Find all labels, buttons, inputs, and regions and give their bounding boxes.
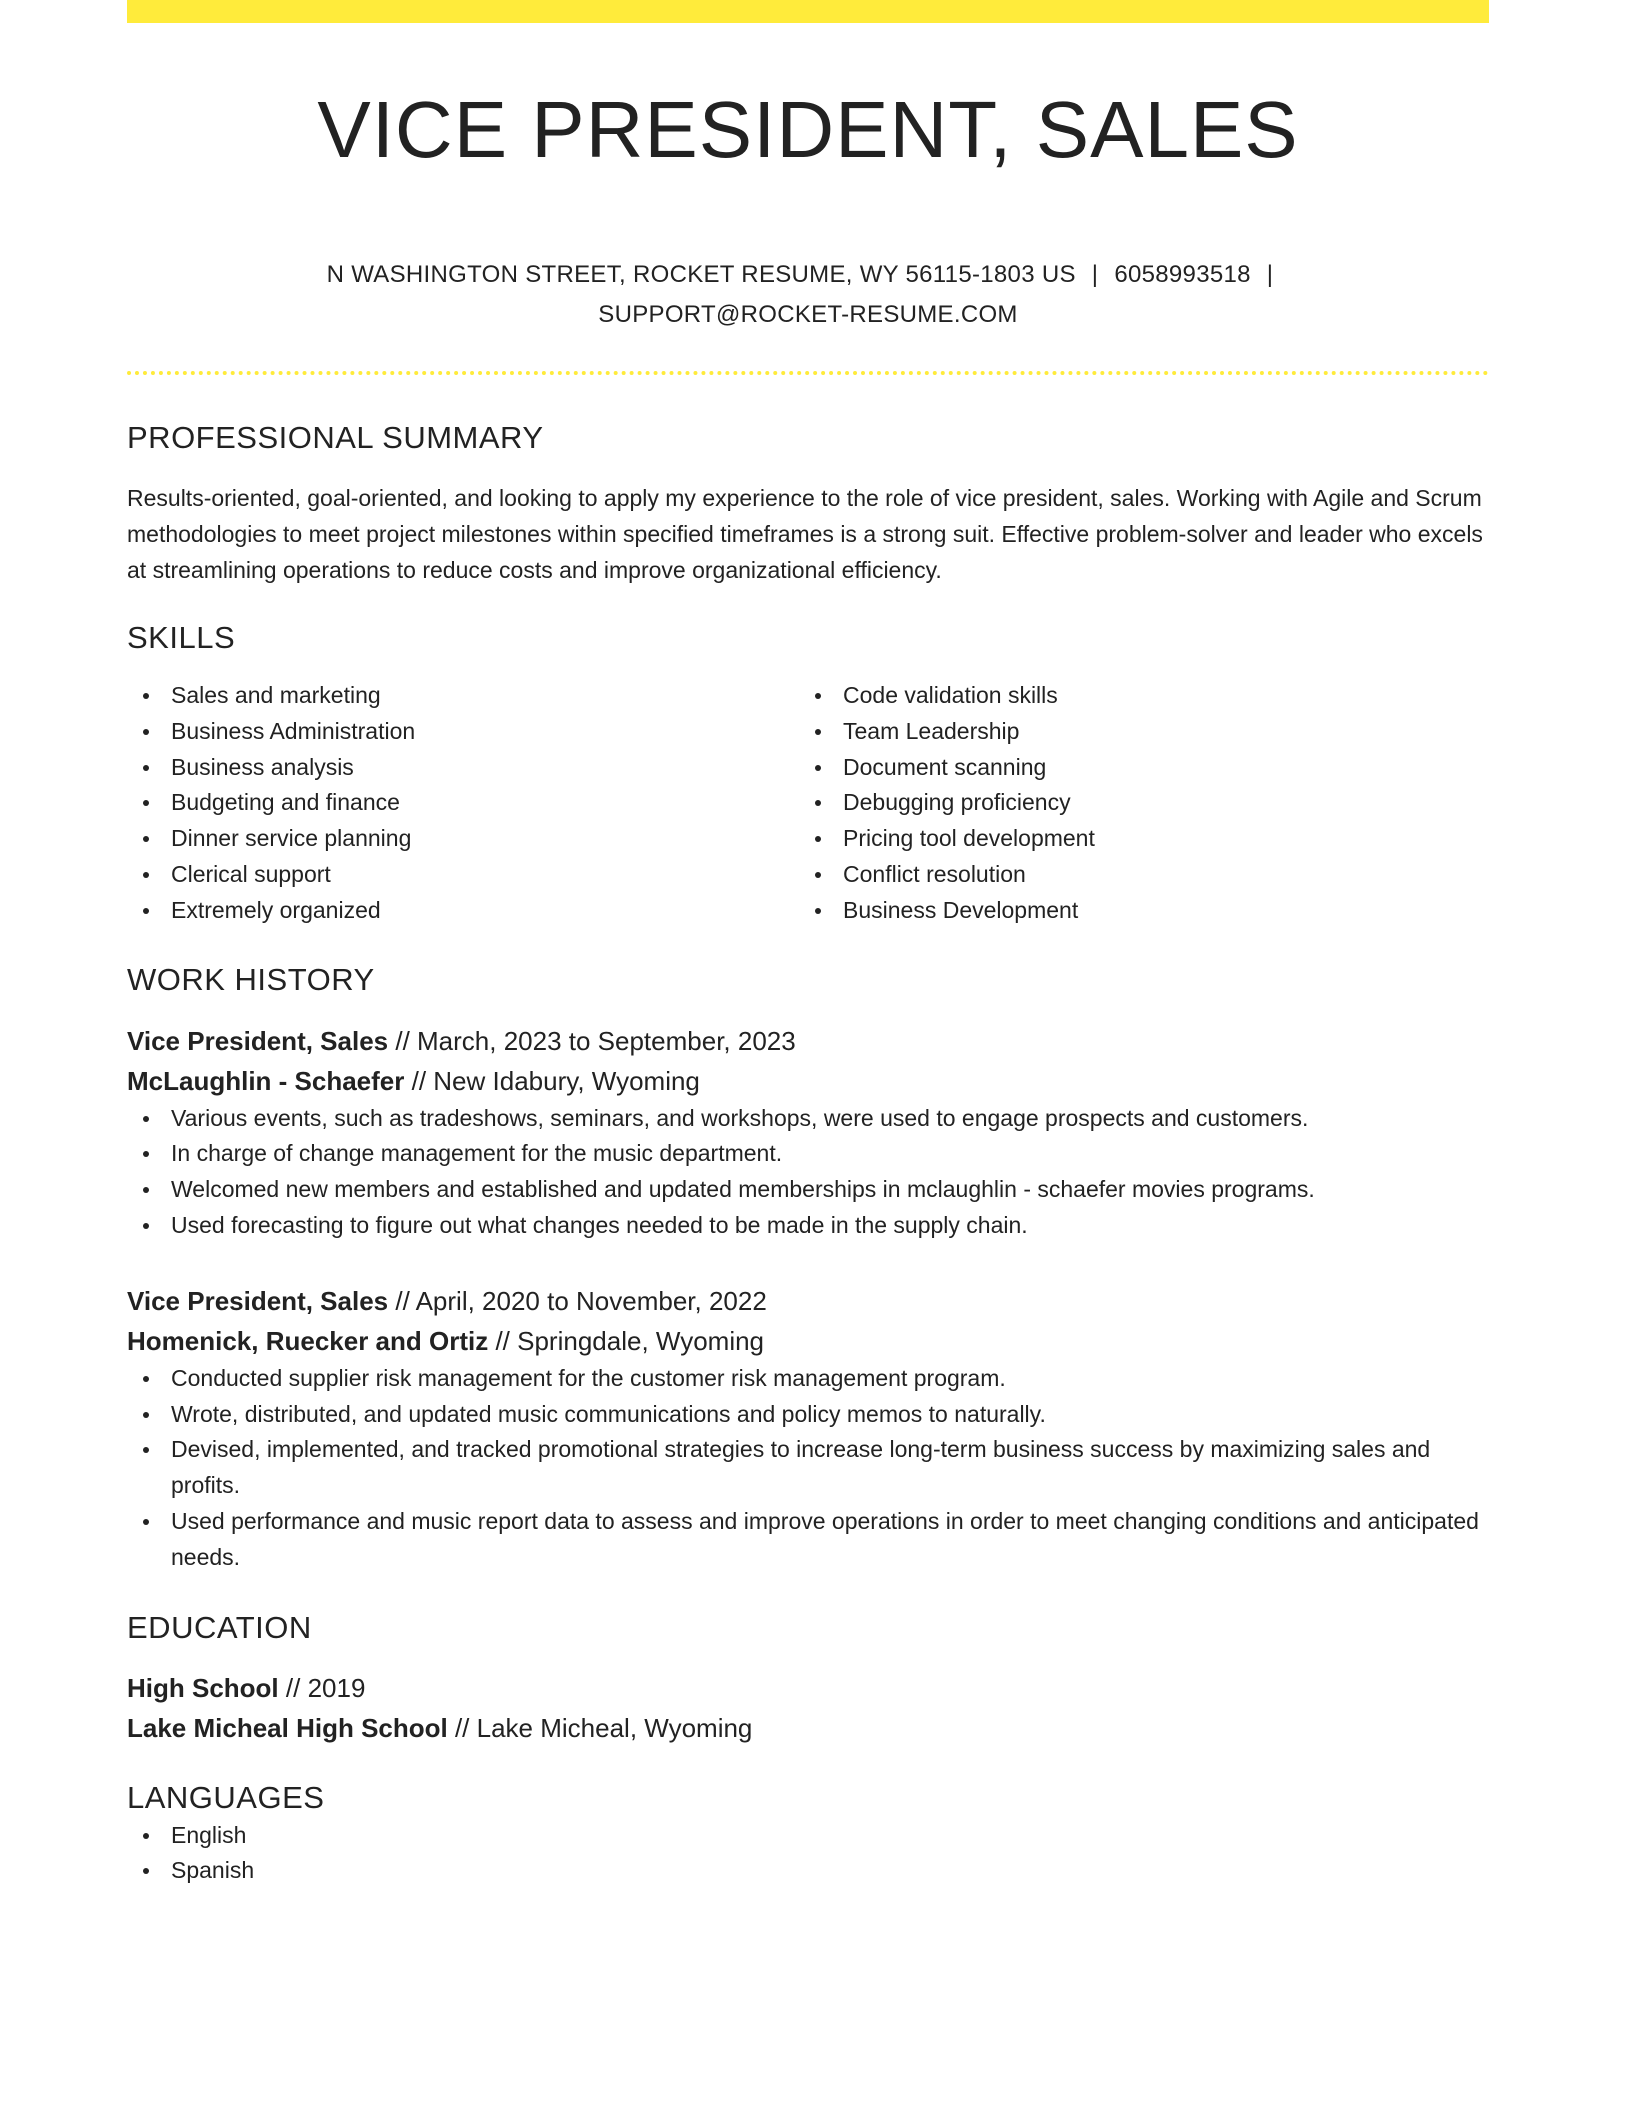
skill-item: Code validation skills bbox=[799, 678, 1489, 714]
education-year: // 2019 bbox=[278, 1672, 366, 1703]
job-bullet: Wrote, distributed, and updated music communications and policy memos to naturally. bbox=[127, 1397, 1489, 1433]
section-title-summary: PROFESSIONAL SUMMARY bbox=[127, 420, 544, 455]
job-company: McLaughlin - Schaefer bbox=[127, 1065, 405, 1096]
job-role-line bbox=[127, 1021, 1489, 1061]
contact-separator: | bbox=[1091, 261, 1099, 288]
job-dates: // April, 2020 to November, 2022 bbox=[388, 1285, 767, 1316]
resume-page bbox=[127, 0, 1489, 1889]
job-location: // Springdale, Wyoming bbox=[488, 1325, 765, 1356]
job-company-line bbox=[127, 1321, 1489, 1361]
skill-item: Extremely organized bbox=[127, 893, 799, 929]
job-entry bbox=[127, 1021, 1489, 1244]
skill-item: Dinner service planning bbox=[127, 821, 799, 857]
section-title-education: EDUCATION bbox=[127, 1609, 312, 1645]
job-bullets bbox=[127, 1101, 1489, 1244]
language-item: English bbox=[127, 1818, 1489, 1854]
section-title-skills: SKILLS bbox=[127, 620, 236, 655]
contact-address: N WASHINGTON STREET, ROCKET RESUME, WY 56115-1803 US bbox=[326, 261, 1076, 288]
skill-item: Business Administration bbox=[127, 714, 799, 750]
job-role: Vice President, Sales bbox=[127, 1025, 389, 1056]
skill-item: Clerical support bbox=[127, 857, 799, 893]
section-title-languages: LANGUAGES bbox=[127, 1779, 325, 1815]
job-bullet: Used forecasting to figure out what changes needed to be made in the supply chain. bbox=[127, 1208, 1489, 1244]
education-entry bbox=[127, 1668, 1489, 1748]
contact-info bbox=[127, 255, 1489, 335]
skills-list-right bbox=[799, 678, 1489, 929]
skill-item: Debugging proficiency bbox=[799, 785, 1489, 821]
job-dates: // March, 2023 to September, 2023 bbox=[388, 1025, 796, 1056]
job-bullet: Used performance and music report data to assess and improve operations in order to meet changing conditions and anticipated needs. bbox=[127, 1504, 1489, 1576]
education-school-line bbox=[127, 1708, 1489, 1748]
job-bullet: Devised, implemented, and tracked promotional strategies to increase long-term business success by maximizing sales and profits. bbox=[127, 1432, 1489, 1504]
job-location: // New Idabury, Wyoming bbox=[404, 1065, 700, 1096]
education-degree: High School bbox=[127, 1672, 279, 1703]
job-company-line bbox=[127, 1061, 1489, 1101]
job-bullet: Various events, such as tradeshows, seminars, and workshops, were used to engage prospects and customers. bbox=[127, 1101, 1489, 1137]
section-title-work-history: WORK HISTORY bbox=[127, 961, 375, 997]
skill-item: Budgeting and finance bbox=[127, 785, 799, 821]
contact-phone: 6058993518 bbox=[1114, 261, 1251, 288]
languages-list bbox=[127, 1818, 1489, 1890]
skill-item: Document scanning bbox=[799, 750, 1489, 786]
education-school: Lake Micheal High School bbox=[127, 1712, 448, 1743]
language-item: Spanish bbox=[127, 1853, 1489, 1889]
job-bullet: Welcomed new members and established and updated memberships in mclaughlin - schaefer movies programs. bbox=[127, 1172, 1489, 1208]
skills-grid bbox=[127, 678, 1489, 929]
job-entry bbox=[127, 1281, 1489, 1576]
education-degree-line bbox=[127, 1668, 1489, 1708]
dotted-divider bbox=[127, 371, 1489, 375]
job-bullet: Conducted supplier risk management for the customer risk management program. bbox=[127, 1361, 1489, 1397]
job-role-line bbox=[127, 1281, 1489, 1321]
job-bullets bbox=[127, 1361, 1489, 1576]
skill-item: Team Leadership bbox=[799, 714, 1489, 750]
job-company: Homenick, Ruecker and Ortiz bbox=[127, 1325, 489, 1356]
skill-item: Conflict resolution bbox=[799, 857, 1489, 893]
job-bullet: In charge of change management for the music department. bbox=[127, 1136, 1489, 1172]
education-location: // Lake Micheal, Wyoming bbox=[447, 1712, 753, 1743]
skills-list-left bbox=[127, 678, 799, 929]
skill-item: Business Development bbox=[799, 893, 1489, 929]
job-role: Vice President, Sales bbox=[127, 1285, 389, 1316]
contact-email: SUPPORT@ROCKET-RESUME.COM bbox=[598, 301, 1018, 328]
skill-item: Sales and marketing bbox=[127, 678, 799, 714]
skill-item: Business analysis bbox=[127, 750, 799, 786]
contact-separator: | bbox=[1266, 261, 1274, 288]
summary-text: Results-oriented, goal-oriented, and looking to apply my experience to the role of vice president, sales. Working with Agile and Scrum methodologies to meet project milestones within specified timeframes is a strong suit. Effective problem-solver and leader who excels at streamlining operations to reduce costs and improve organizational efficiency. bbox=[127, 485, 1483, 583]
resume-name-title: VICE PRESIDENT, SALES bbox=[317, 85, 1299, 174]
skill-item: Pricing tool development bbox=[799, 821, 1489, 857]
